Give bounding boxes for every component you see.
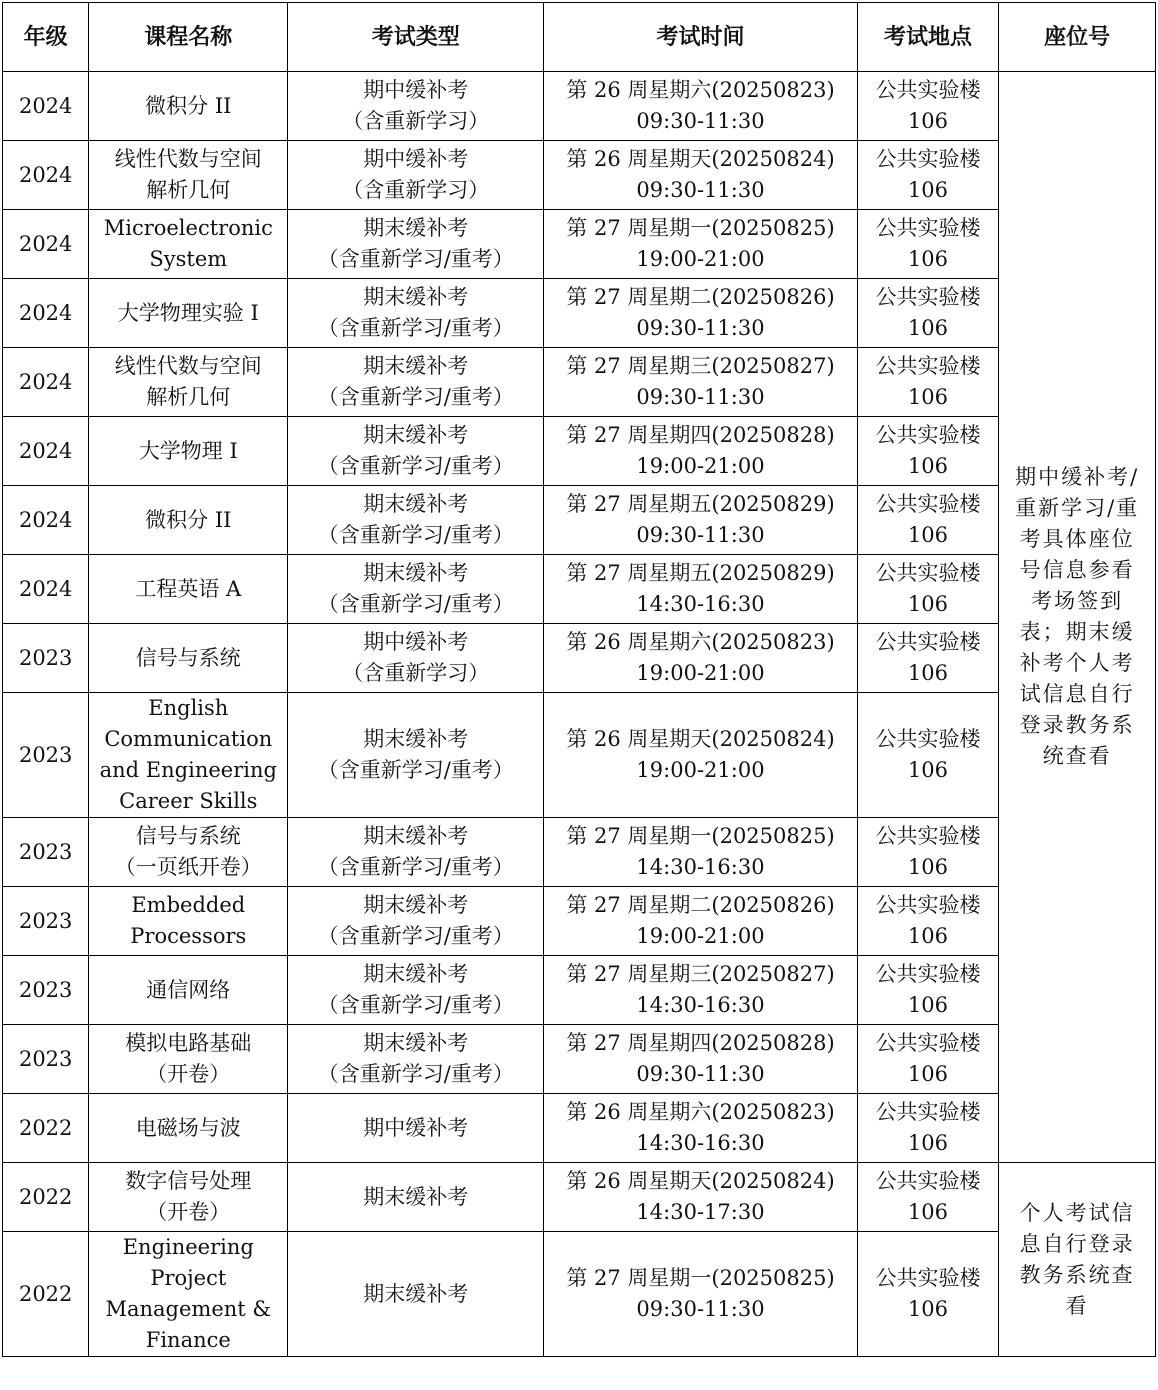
cell-line: 期末缓补考 [363, 1184, 469, 1209]
cell-line: 第 26 周星期六(20250823) [566, 78, 835, 102]
cell-line: 期末缓补考 [363, 216, 469, 240]
cell-line: 106 [907, 661, 949, 685]
table-row [3, 887, 1156, 956]
exam-location-cell [857, 555, 999, 624]
exam-time-cell [544, 210, 857, 279]
course-name-cell [89, 1094, 288, 1163]
exam-schedule-table [2, 2, 1156, 1357]
cell-line: 19:00-21:00 [636, 924, 765, 948]
cell-line: 大学物理实验 I [117, 300, 259, 325]
exam-location-cell [857, 1094, 999, 1163]
cell-line: and Engineering [99, 758, 277, 782]
cell-line: 公共实验楼 [875, 216, 981, 240]
cell-line: Processors [130, 924, 247, 948]
cell-line: 106 [907, 758, 949, 782]
cell-line: Embedded [131, 893, 246, 917]
exam-type-cell [288, 818, 544, 887]
cell-line: 期末缓补考 [363, 354, 469, 378]
exam-time-cell [544, 417, 857, 486]
cell-line: 106 [907, 178, 949, 202]
grade-cell: 2023 [3, 624, 89, 693]
exam-time-cell [544, 1232, 857, 1357]
cell-line: （含重新学习/重考） [317, 523, 514, 547]
cell-line: 补考个人考 [1019, 651, 1135, 675]
table-row [3, 141, 1156, 210]
cell-line: （含重新学习/重考） [317, 855, 514, 879]
seat-note-cell [999, 1163, 1156, 1357]
header-course-name: 课程名称 [89, 3, 288, 72]
cell-line: 14:30-16:30 [636, 1131, 765, 1155]
grade-cell: 2024 [3, 141, 89, 210]
cell-line: 公共实验楼 [875, 561, 981, 585]
cell-line: 14:30-16:30 [636, 592, 765, 616]
cell-line: 第 26 周星期天(20250824) [566, 147, 835, 171]
cell-line: （开卷） [146, 1062, 231, 1086]
cell-line: 106 [907, 592, 949, 616]
cell-line: （一页纸开卷） [114, 855, 262, 879]
cell-line: 线性代数与空间 [114, 147, 262, 171]
table-row [3, 348, 1156, 417]
exam-time-cell [544, 279, 857, 348]
table-row [3, 417, 1156, 486]
course-name-cell [89, 348, 288, 417]
course-name-cell [89, 210, 288, 279]
cell-line: 19:00-21:00 [636, 758, 765, 782]
course-name-cell [89, 624, 288, 693]
cell-line: 公共实验楼 [875, 893, 981, 917]
cell-line: 期末缓补考 [363, 727, 469, 751]
header-exam-location: 考试地点 [857, 3, 999, 72]
table-row [3, 1232, 1156, 1357]
cell-line: 公共实验楼 [875, 1031, 981, 1055]
exam-time-cell [544, 555, 857, 624]
cell-line: 试信息自行 [1019, 682, 1135, 706]
table-row [3, 1163, 1156, 1232]
cell-line: 微积分 II [145, 93, 232, 118]
cell-line: 公共实验楼 [875, 354, 981, 378]
cell-line: 线性代数与空间 [114, 354, 262, 378]
cell-line: 期中缓补考 [363, 630, 469, 654]
header-seat-number: 座位号 [999, 3, 1156, 72]
cell-line: 第 27 周星期三(20250827) [566, 354, 835, 378]
cell-line: 第 27 周星期一(20250825) [566, 824, 835, 848]
cell-line: 第 27 周星期二(20250826) [566, 285, 835, 309]
cell-line: （含重新学习） [342, 661, 490, 685]
exam-type-cell [288, 1094, 544, 1163]
cell-line: 106 [907, 993, 949, 1017]
table-row [3, 956, 1156, 1025]
grade-cell: 2023 [3, 956, 89, 1025]
cell-line: 公共实验楼 [875, 630, 981, 654]
cell-line: 模拟电路基础 [125, 1031, 252, 1055]
cell-line: 09:30-11:30 [636, 178, 765, 202]
cell-line: 表；期末缓 [1019, 620, 1135, 644]
grade-cell: 2024 [3, 555, 89, 624]
cell-line: 第 27 周星期四(20250828) [566, 423, 835, 447]
cell-line: 期末缓补考 [363, 285, 469, 309]
exam-type-cell [288, 887, 544, 956]
cell-line: 公共实验楼 [875, 423, 981, 447]
cell-line: 19:00-21:00 [636, 454, 765, 478]
exam-type-cell [288, 1163, 544, 1232]
exam-location-cell [857, 1025, 999, 1094]
grade-cell: 2024 [3, 348, 89, 417]
cell-line: Communication [104, 727, 273, 751]
exam-location-cell [857, 887, 999, 956]
grade-cell: 2024 [3, 210, 89, 279]
cell-line: Management & [105, 1297, 272, 1321]
exam-type-cell [288, 279, 544, 348]
cell-line: 大学物理 I [138, 438, 238, 463]
grade-cell: 2024 [3, 486, 89, 555]
table-row [3, 72, 1156, 141]
cell-line: 106 [907, 855, 949, 879]
cell-line: 公共实验楼 [875, 78, 981, 102]
cell-line: 解析几何 [146, 385, 231, 409]
exam-time-cell [544, 956, 857, 1025]
exam-location-cell [857, 1232, 999, 1357]
grade-cell: 2022 [3, 1163, 89, 1232]
cell-line: 106 [907, 454, 949, 478]
cell-line: 106 [907, 109, 949, 133]
cell-line: 第 27 周星期四(20250828) [566, 1031, 835, 1055]
cell-line: 第 27 周星期二(20250826) [566, 893, 835, 917]
cell-line: 电磁场与波 [135, 1115, 241, 1140]
cell-line: 期末缓补考 [363, 1031, 469, 1055]
cell-line: （含重新学习/重考） [317, 993, 514, 1017]
exam-type-cell [288, 72, 544, 141]
cell-line: Career Skills [119, 789, 258, 813]
exam-type-cell [288, 1232, 544, 1357]
exam-location-cell [857, 956, 999, 1025]
cell-line: （含重新学习/重考） [317, 1062, 514, 1086]
header-grade: 年级 [3, 3, 89, 72]
cell-line: 09:30-11:30 [636, 316, 765, 340]
cell-line: Finance [145, 1328, 231, 1352]
table-row [3, 1025, 1156, 1094]
cell-line: 09:30-11:30 [636, 1297, 765, 1321]
cell-line: 息自行登录 [1019, 1231, 1135, 1256]
exam-location-cell [857, 348, 999, 417]
table-row [3, 486, 1156, 555]
exam-location-cell [857, 624, 999, 693]
cell-line: 第 27 周星期五(20250829) [566, 561, 835, 585]
table-row [3, 555, 1156, 624]
exam-type-cell [288, 210, 544, 279]
exam-type-cell [288, 693, 544, 818]
grade-cell: 2023 [3, 887, 89, 956]
table-row [3, 210, 1156, 279]
cell-line: 公共实验楼 [875, 1100, 981, 1124]
cell-line: 106 [907, 1297, 949, 1321]
course-name-cell [89, 141, 288, 210]
cell-line: 106 [907, 523, 949, 547]
exam-location-cell [857, 72, 999, 141]
cell-line: System [149, 247, 228, 271]
course-name-cell [89, 555, 288, 624]
exam-type-cell [288, 624, 544, 693]
cell-line: 106 [907, 385, 949, 409]
cell-line: 19:00-21:00 [636, 247, 765, 271]
exam-time-cell [544, 486, 857, 555]
course-name-cell [89, 279, 288, 348]
cell-line: 通信网络 [146, 977, 231, 1002]
cell-line: 登录教务系 [1019, 713, 1135, 737]
grade-cell: 2024 [3, 72, 89, 141]
exam-time-cell [544, 348, 857, 417]
cell-line: Engineering [122, 1235, 254, 1259]
grade-cell: 2023 [3, 818, 89, 887]
exam-time-cell [544, 887, 857, 956]
cell-line: 106 [907, 316, 949, 340]
exam-location-cell [857, 486, 999, 555]
cell-line: 第 26 周星期六(20250823) [566, 630, 835, 654]
cell-line: 第 27 周星期一(20250825) [566, 1266, 835, 1290]
header-exam-type: 考试类型 [288, 3, 544, 72]
cell-line: （含重新学习/重考） [317, 385, 514, 409]
exam-location-cell [857, 210, 999, 279]
cell-line: 106 [907, 1200, 949, 1224]
cell-line: （含重新学习） [342, 178, 490, 202]
course-name-cell [89, 693, 288, 818]
cell-line: 19:00-21:00 [636, 661, 765, 685]
exam-location-cell [857, 818, 999, 887]
cell-line: 信号与系统 [135, 824, 241, 848]
course-name-cell [89, 1163, 288, 1232]
table-row [3, 818, 1156, 887]
cell-line: 期中缓补考 [363, 1115, 469, 1140]
cell-line: 统查看 [1042, 744, 1112, 768]
exam-time-cell [544, 624, 857, 693]
cell-line: 第 26 周星期天(20250824) [566, 1169, 835, 1193]
cell-line: 公共实验楼 [875, 147, 981, 171]
table-body [3, 72, 1156, 1357]
course-name-cell [89, 1232, 288, 1357]
cell-line: 工程英语 A [135, 576, 242, 601]
exam-time-cell [544, 72, 857, 141]
cell-line: 号信息参看 [1019, 558, 1135, 582]
cell-line: 公共实验楼 [875, 1169, 981, 1193]
cell-line: 期末缓补考 [363, 824, 469, 848]
exam-location-cell [857, 279, 999, 348]
cell-line: Microelectronic [103, 216, 273, 240]
cell-line: （含重新学习/重考） [317, 316, 514, 340]
cell-line: 09:30-11:30 [636, 1062, 765, 1086]
cell-line: 看 [1065, 1293, 1089, 1318]
cell-line: 第 27 周星期三(20250827) [566, 962, 835, 986]
cell-line: 数字信号处理 [125, 1169, 252, 1193]
cell-line: 期中缓补考 [363, 78, 469, 102]
exam-type-cell [288, 555, 544, 624]
exam-time-cell [544, 141, 857, 210]
course-name-cell [89, 486, 288, 555]
cell-line: 教务系统查 [1019, 1262, 1135, 1287]
cell-line: 期中缓补考 [363, 147, 469, 171]
exam-time-cell [544, 818, 857, 887]
cell-line: 个人考试信 [1019, 1200, 1135, 1225]
exam-time-cell [544, 1163, 857, 1232]
grade-cell: 2024 [3, 279, 89, 348]
header-row [3, 3, 1156, 72]
exam-time-cell [544, 1094, 857, 1163]
cell-line: 106 [907, 1062, 949, 1086]
table-row [3, 624, 1156, 693]
cell-line: （含重新学习/重考） [317, 592, 514, 616]
cell-line: 第 27 周星期五(20250829) [566, 492, 835, 516]
cell-line: 14:30-16:30 [636, 855, 765, 879]
cell-line: 106 [907, 247, 949, 271]
cell-line: 期末缓补考 [363, 423, 469, 447]
cell-line: 期末缓补考 [363, 962, 469, 986]
exam-time-cell [544, 693, 857, 818]
cell-line: 期末缓补考 [363, 1281, 469, 1306]
course-name-cell [89, 1025, 288, 1094]
cell-line: 解析几何 [146, 178, 231, 202]
cell-line: 公共实验楼 [875, 727, 981, 751]
cell-line: 期中缓补考/ [1015, 465, 1140, 489]
cell-line: 公共实验楼 [875, 492, 981, 516]
exam-time-cell [544, 1025, 857, 1094]
table-row [3, 693, 1156, 818]
seat-note-cell [999, 72, 1156, 1163]
cell-line: （含重新学习/重考） [317, 247, 514, 271]
cell-line: （含重新学习） [342, 109, 490, 133]
cell-line: English [148, 696, 229, 720]
cell-line: 106 [907, 924, 949, 948]
cell-line: 重新学习/重 [1015, 496, 1140, 520]
cell-line: 09:30-11:30 [636, 385, 765, 409]
course-name-cell [89, 417, 288, 486]
cell-line: 第 26 周星期天(20250824) [566, 727, 835, 751]
cell-line: 考场签到 [1031, 589, 1124, 613]
cell-line: 第 26 周星期六(20250823) [566, 1100, 835, 1124]
exam-type-cell [288, 1025, 544, 1094]
cell-line: （开卷） [146, 1200, 231, 1224]
cell-line: Project [150, 1266, 227, 1290]
cell-line: 期末缓补考 [363, 893, 469, 917]
course-name-cell [89, 72, 288, 141]
cell-line: 公共实验楼 [875, 824, 981, 848]
exam-type-cell [288, 348, 544, 417]
cell-line: 第 27 周星期一(20250825) [566, 216, 835, 240]
cell-line: 公共实验楼 [875, 285, 981, 309]
course-name-cell [89, 956, 288, 1025]
cell-line: 期末缓补考 [363, 492, 469, 516]
cell-line: （含重新学习/重考） [317, 454, 514, 478]
header-exam-time: 考试时间 [544, 3, 857, 72]
grade-cell: 2022 [3, 1232, 89, 1357]
exam-type-cell [288, 486, 544, 555]
cell-line: 09:30-11:30 [636, 523, 765, 547]
exam-location-cell [857, 141, 999, 210]
cell-line: （含重新学习/重考） [317, 924, 514, 948]
grade-cell: 2023 [3, 693, 89, 818]
cell-line: 09:30-11:30 [636, 109, 765, 133]
grade-cell: 2022 [3, 1094, 89, 1163]
cell-line: 期末缓补考 [363, 561, 469, 585]
cell-line: 公共实验楼 [875, 1266, 981, 1290]
cell-line: 信号与系统 [135, 645, 241, 670]
cell-line: 公共实验楼 [875, 962, 981, 986]
course-name-cell [89, 887, 288, 956]
course-name-cell [89, 818, 288, 887]
exam-type-cell [288, 417, 544, 486]
cell-line: 106 [907, 1131, 949, 1155]
table-row [3, 279, 1156, 348]
grade-cell: 2023 [3, 1025, 89, 1094]
cell-line: 考具体座位 [1019, 527, 1135, 551]
cell-line: 微积分 II [145, 507, 232, 532]
cell-line: （含重新学习/重考） [317, 758, 514, 782]
cell-line: 14:30-17:30 [636, 1200, 765, 1224]
exam-location-cell [857, 693, 999, 818]
exam-type-cell [288, 956, 544, 1025]
exam-location-cell [857, 1163, 999, 1232]
table-row [3, 1094, 1156, 1163]
cell-line: 14:30-16:30 [636, 993, 765, 1017]
exam-type-cell [288, 141, 544, 210]
grade-cell: 2024 [3, 417, 89, 486]
exam-location-cell [857, 417, 999, 486]
